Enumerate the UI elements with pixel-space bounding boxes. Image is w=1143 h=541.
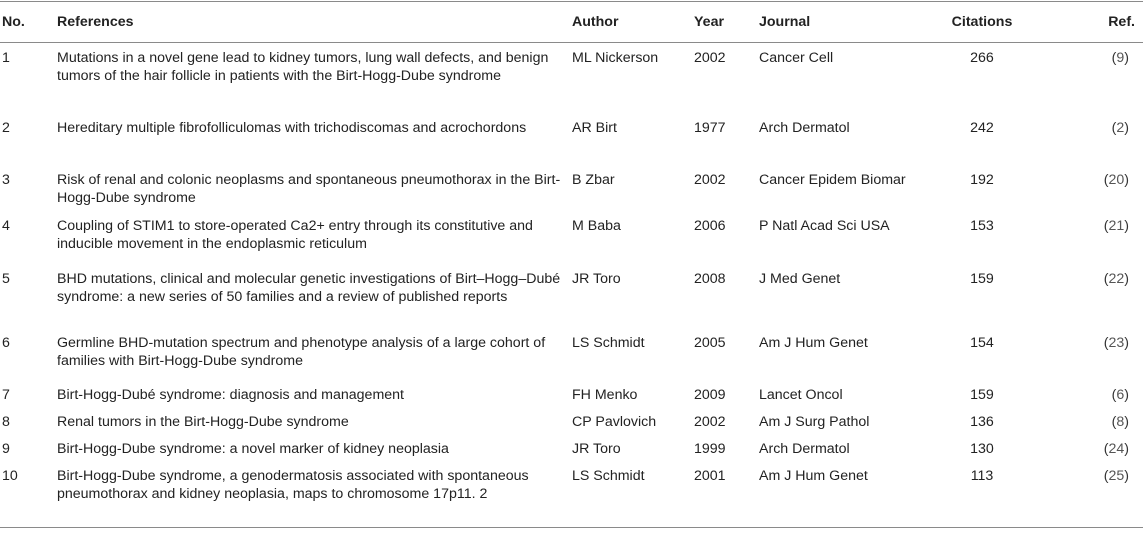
author-cell: FH Menko bbox=[572, 387, 638, 403]
reference-title: Birt-Hogg-Dubé syndrome: diagnosis and management bbox=[57, 387, 404, 403]
table-row bbox=[0, 264, 1143, 328]
row-number: 2 bbox=[2, 120, 10, 136]
year-cell: 2001 bbox=[694, 468, 726, 484]
reference-title: Coupling of STIM1 to store-operated Ca2+ entry through its constitutive and inducible movement in the endoplasmic reticulum bbox=[57, 218, 533, 252]
journal-cell: Am J Surg Pathol bbox=[759, 414, 870, 430]
citations-cell: 159 bbox=[970, 271, 994, 287]
ref-cell: (21) bbox=[1103, 218, 1129, 234]
author-cell: JR Toro bbox=[572, 271, 621, 287]
citations-cell: 113 bbox=[970, 468, 994, 484]
ref-link[interactable]: 20 bbox=[1108, 172, 1125, 188]
author-cell: LS Schmidt bbox=[572, 468, 645, 484]
header-author: Author bbox=[572, 14, 619, 30]
ref-link[interactable]: 23 bbox=[1108, 335, 1125, 351]
ref-cell: (20) bbox=[1103, 172, 1129, 188]
year-cell: 1999 bbox=[694, 441, 726, 457]
table-row bbox=[0, 407, 1143, 434]
year-cell: 2006 bbox=[694, 218, 726, 234]
year-cell: 2002 bbox=[694, 50, 726, 66]
journal-cell: P Natl Acad Sci USA bbox=[759, 218, 890, 234]
year-cell: 1977 bbox=[694, 120, 726, 136]
row-number: 5 bbox=[2, 271, 10, 287]
ref-link[interactable]: 24 bbox=[1108, 441, 1125, 457]
ref-link[interactable]: 6 bbox=[1116, 387, 1125, 403]
row-number: 4 bbox=[2, 218, 10, 234]
table-row bbox=[0, 43, 1143, 114]
citations-cell: 159 bbox=[970, 387, 994, 403]
header-journal: Journal bbox=[759, 14, 811, 30]
ref-cell: (2) bbox=[1111, 120, 1129, 136]
journal-cell: Cancer Cell bbox=[759, 50, 834, 66]
table-row bbox=[0, 211, 1143, 264]
journal-cell: Arch Dermatol bbox=[759, 120, 850, 136]
journal-cell: Arch Dermatol bbox=[759, 441, 850, 457]
author-cell: JR Toro bbox=[572, 441, 621, 457]
ref-link[interactable]: 21 bbox=[1108, 218, 1125, 234]
ref-cell: (6) bbox=[1111, 387, 1129, 403]
reference-title: Renal tumors in the Birt-Hogg-Dube syndrome bbox=[57, 414, 349, 430]
table-header-row bbox=[0, 2, 1143, 43]
header-citations: Citations bbox=[951, 14, 1013, 30]
row-number: 3 bbox=[2, 172, 10, 188]
author-cell: LS Schmidt bbox=[572, 335, 645, 351]
table-row bbox=[0, 380, 1143, 407]
reference-title: Risk of renal and colonic neoplasms and spontaneous pneumothorax in the Birt-Hogg-Dube syndrome bbox=[57, 172, 561, 206]
table-row bbox=[0, 328, 1143, 380]
row-number: 7 bbox=[2, 387, 10, 403]
ref-cell: (8) bbox=[1111, 414, 1129, 430]
citations-cell: 153 bbox=[970, 218, 994, 234]
citations-cell: 192 bbox=[970, 172, 994, 188]
references-table bbox=[0, 1, 1143, 528]
ref-cell: (22) bbox=[1103, 271, 1129, 287]
author-cell: M Baba bbox=[572, 218, 621, 234]
ref-cell: (24) bbox=[1103, 441, 1129, 457]
reference-title: Birt-Hogg-Dube syndrome, a genodermatosis associated with spontaneous pneumothorax and kidney neoplasia, maps to chromosome 17p11. 2 bbox=[57, 468, 529, 502]
ref-link[interactable]: 25 bbox=[1108, 468, 1125, 484]
author-cell: B Zbar bbox=[572, 172, 615, 188]
table-row bbox=[0, 113, 1143, 165]
year-cell: 2009 bbox=[694, 387, 726, 403]
ref-link[interactable]: 2 bbox=[1116, 120, 1125, 136]
header-ref: Ref. bbox=[1108, 14, 1135, 30]
header-year: Year bbox=[694, 14, 724, 30]
reference-title: Hereditary multiple fibrofolliculomas with trichodiscomas and acrochordons bbox=[57, 120, 527, 136]
table-row bbox=[0, 461, 1143, 528]
journal-cell: Am J Hum Genet bbox=[759, 335, 868, 351]
row-number: 6 bbox=[2, 335, 10, 351]
citations-cell: 154 bbox=[970, 335, 994, 351]
year-cell: 2008 bbox=[694, 271, 726, 287]
header-references: References bbox=[57, 14, 134, 30]
ref-cell: (25) bbox=[1103, 468, 1129, 484]
journal-cell: Cancer Epidem Biomar bbox=[759, 172, 906, 188]
author-cell: ML Nickerson bbox=[572, 50, 659, 66]
year-cell: 2002 bbox=[694, 172, 726, 188]
journal-cell: J Med Genet bbox=[759, 271, 841, 287]
table-row bbox=[0, 165, 1143, 211]
citations-cell: 136 bbox=[970, 414, 994, 430]
row-number: 8 bbox=[2, 414, 10, 430]
header-no: No. bbox=[2, 14, 25, 30]
citations-cell: 266 bbox=[970, 50, 994, 66]
journal-cell: Am J Hum Genet bbox=[759, 468, 868, 484]
author-cell: CP Pavlovich bbox=[572, 414, 657, 430]
author-cell: AR Birt bbox=[572, 120, 617, 136]
journal-cell: Lancet Oncol bbox=[759, 387, 843, 403]
table-row bbox=[0, 434, 1143, 461]
ref-cell: (9) bbox=[1111, 50, 1129, 66]
ref-link[interactable]: 8 bbox=[1116, 414, 1125, 430]
ref-link[interactable]: 9 bbox=[1116, 50, 1125, 66]
citations-cell: 242 bbox=[970, 120, 994, 136]
year-cell: 2002 bbox=[694, 414, 726, 430]
reference-title: BHD mutations, clinical and molecular genetic investigations of Birt–Hogg–Dubé syndrome: a new series of 50 families and a review of published reports bbox=[57, 271, 561, 305]
citations-cell: 130 bbox=[970, 441, 994, 457]
row-number: 10 bbox=[2, 468, 18, 484]
ref-cell: (23) bbox=[1103, 335, 1129, 351]
year-cell: 2005 bbox=[694, 335, 726, 351]
row-number: 9 bbox=[2, 441, 10, 457]
reference-title: Birt-Hogg-Dube syndrome: a novel marker of kidney neoplasia bbox=[57, 441, 449, 457]
ref-link[interactable]: 22 bbox=[1108, 271, 1125, 287]
reference-title: Germline BHD-mutation spectrum and phenotype analysis of a large cohort of families with Birt-Hogg-Dube syndrome bbox=[57, 335, 546, 369]
row-number: 1 bbox=[2, 50, 10, 66]
reference-title: Mutations in a novel gene lead to kidney tumors, lung wall defects, and benign tumors of the hair follicle in patients with the Birt-Hogg-Dube syndrome bbox=[57, 50, 549, 84]
